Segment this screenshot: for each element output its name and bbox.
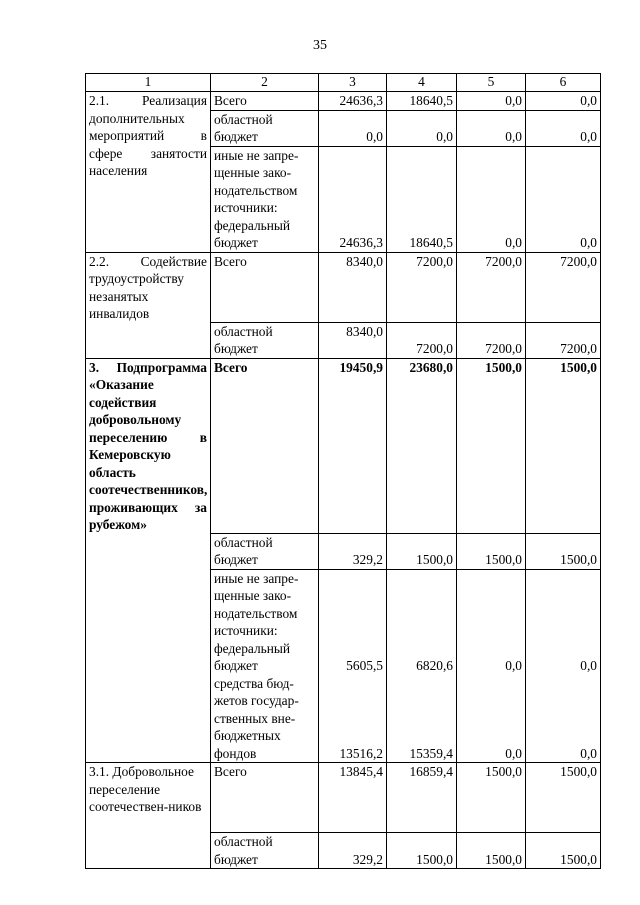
- value-cell: 1500,0: [526, 833, 601, 869]
- source-label: областной бюджет: [211, 110, 319, 146]
- value-cell: 5605,5 13516,2: [319, 569, 387, 763]
- table-row: [86, 252, 601, 322]
- value-cell: 7200,0: [387, 252, 457, 322]
- header-row: [86, 74, 601, 92]
- page-number: 35: [313, 38, 327, 53]
- value-cell: 0,0: [526, 146, 601, 252]
- value-cell: 0,0: [526, 92, 601, 111]
- value-cell: 329,2: [319, 533, 387, 569]
- value-cell: 18640,5: [387, 92, 457, 111]
- value-cell: 7200,0: [526, 252, 601, 322]
- value-cell: 7200,0: [457, 322, 526, 358]
- value-cell: 0,0: [457, 110, 526, 146]
- value-cell: 1500,0: [457, 763, 526, 833]
- table-row: [86, 92, 601, 111]
- value-cell: 0,0: [457, 92, 526, 111]
- source-label: Всего: [211, 92, 319, 111]
- row-title: 3. Подпрограмма «Оказание содействия добровольному переселению в Кемеровскую область соотечественников, проживающих за рубежом»: [86, 358, 211, 763]
- table-row: [86, 763, 601, 833]
- value-cell: 0,0: [526, 110, 601, 146]
- source-label: иные не запре- щенные зако- нодательством источники: федеральный бюджет средства бюд- жетов государ- ственных вне- бюджетных фондов: [211, 569, 319, 763]
- header-cell: 2: [211, 74, 319, 92]
- header-cell: 6: [526, 74, 601, 92]
- value-cell: 0,0 0,0: [526, 569, 601, 763]
- value-cell: 0,0: [387, 110, 457, 146]
- value-cell: 13845,4: [319, 763, 387, 833]
- source-label: областной бюджет: [211, 322, 319, 358]
- value-cell: 7200,0: [387, 322, 457, 358]
- value-cell: 7200,0: [457, 252, 526, 322]
- value-cell: 1500,0: [526, 358, 601, 533]
- source-label: Всего: [211, 252, 319, 322]
- value-cell: 1500,0: [387, 833, 457, 869]
- value-cell: 1500,0: [457, 833, 526, 869]
- value-cell: 8340,0: [319, 322, 387, 358]
- value-cell: 0,0: [319, 110, 387, 146]
- value-cell: 1500,0: [526, 533, 601, 569]
- value-cell: 1500,0: [457, 533, 526, 569]
- value-cell: 24636,3: [319, 146, 387, 252]
- value-cell: 23680,0: [387, 358, 457, 533]
- table-row: [86, 358, 601, 533]
- value-cell: 16859,4: [387, 763, 457, 833]
- header-cell: 3: [319, 74, 387, 92]
- value-cell: 6820,6 15359,4: [387, 569, 457, 763]
- value-cell: 24636,3: [319, 92, 387, 111]
- value-cell: 1500,0: [457, 358, 526, 533]
- value-cell: 0,0: [457, 146, 526, 252]
- row-title: 2.1. Реализация дополнительных мероприятий в сфере занятости населения: [86, 92, 211, 253]
- value-cell: 18640,5: [387, 146, 457, 252]
- value-cell: 1500,0: [387, 533, 457, 569]
- row-title: 3.1. Добровольное переселение соотечествен-ников: [86, 763, 211, 869]
- value-cell: 19450,9: [319, 358, 387, 533]
- value-cell: 329,2: [319, 833, 387, 869]
- header-cell: 4: [387, 74, 457, 92]
- value-cell: 0,0 0,0: [457, 569, 526, 763]
- header-cell: 5: [457, 74, 526, 92]
- value-cell: 7200,0: [526, 322, 601, 358]
- value-cell: 8340,0: [319, 252, 387, 322]
- row-title: 2.2. Содействие трудоустройству незанятых инвалидов: [86, 252, 211, 358]
- source-label: областной бюджет: [211, 533, 319, 569]
- source-label: областной бюджет: [211, 833, 319, 869]
- source-label: Всего: [211, 763, 319, 833]
- value-cell: 1500,0: [526, 763, 601, 833]
- source-label: Всего: [211, 358, 319, 533]
- header-cell: 1: [86, 74, 211, 92]
- budget-table: [85, 73, 601, 869]
- source-label: иные не запре- щенные зако- нодательством источники: федеральный бюджет: [211, 146, 319, 252]
